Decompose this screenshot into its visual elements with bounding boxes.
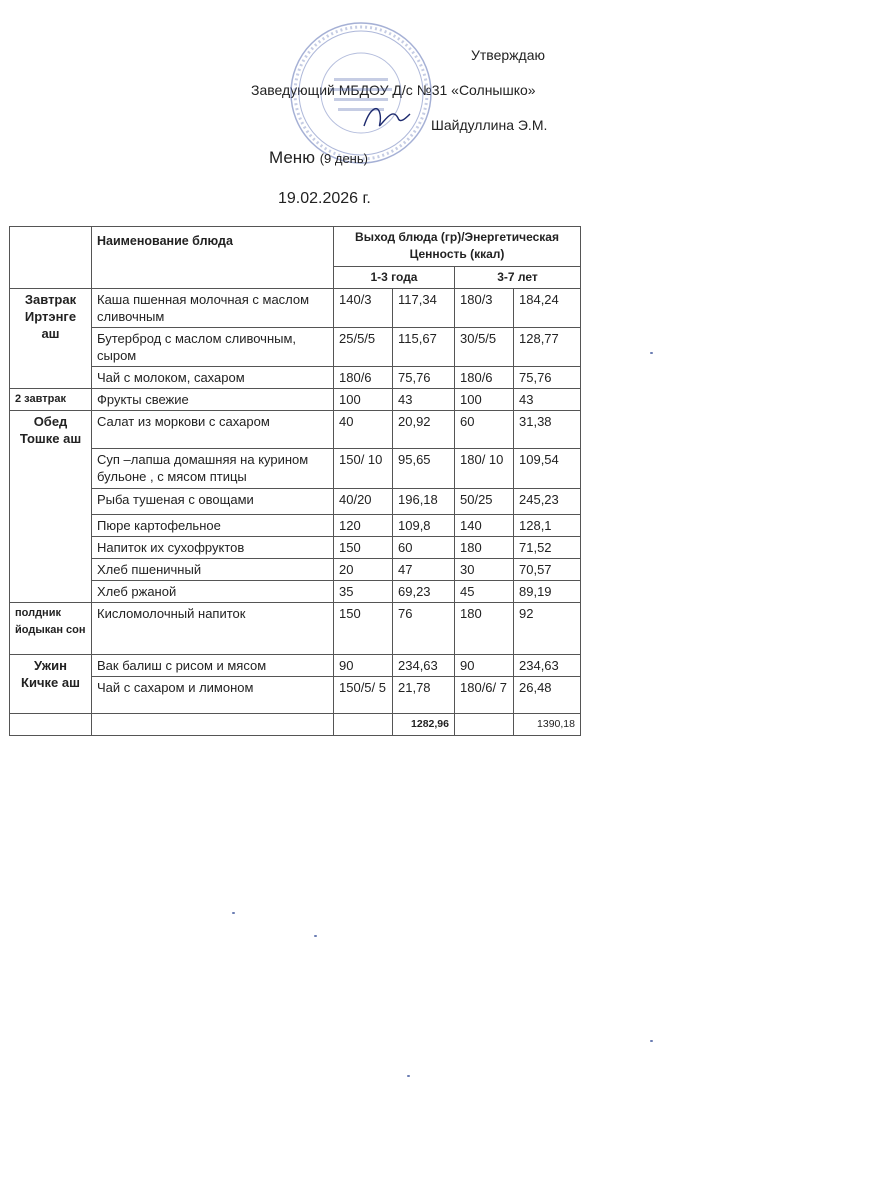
head-position: Заведующий МБДОУ Д/с №31 «Солнышко»	[251, 82, 536, 98]
scan-speck	[232, 912, 235, 914]
dish-name: Хлеб пшеничный	[92, 559, 334, 581]
dish-name: Пюре картофельное	[92, 515, 334, 537]
scan-speck	[314, 935, 317, 937]
kcal-3-7: 89,19	[514, 581, 581, 603]
table-row	[10, 559, 581, 581]
scan-speck	[650, 352, 653, 354]
weight-3-7: 30	[455, 559, 514, 581]
total-empty-4	[455, 714, 514, 736]
kcal-3-7: 70,57	[514, 559, 581, 581]
meal-name: 2 завтрак	[10, 389, 92, 411]
weight-3-7: 180	[455, 603, 514, 655]
table-row	[10, 449, 581, 489]
dish-name: Кисломолочный напиток	[92, 603, 334, 655]
menu-table-body	[10, 289, 581, 714]
kcal-1-3: 47	[393, 559, 455, 581]
weight-3-7: 50/25	[455, 489, 514, 515]
kcal-3-7: 128,77	[514, 328, 581, 367]
table-row	[10, 515, 581, 537]
kcal-1-3: 20,92	[393, 411, 455, 449]
table-row	[10, 389, 581, 411]
meal-name: полдник йодыкан сон	[10, 603, 92, 655]
weight-3-7: 180/ 10	[455, 449, 514, 489]
kcal-3-7: 109,54	[514, 449, 581, 489]
weight-1-3: 100	[334, 389, 393, 411]
dish-name: Напиток их сухофруктов	[92, 537, 334, 559]
weight-3-7: 180	[455, 537, 514, 559]
total-empty-1	[10, 714, 92, 736]
menu-table	[9, 226, 581, 736]
meal-header-cell	[10, 227, 92, 289]
weight-1-3: 40/20	[334, 489, 393, 515]
dish-name: Вак балиш с рисом и мясом	[92, 655, 334, 677]
kcal-1-3: 21,78	[393, 677, 455, 714]
kcal-1-3: 69,23	[393, 581, 455, 603]
kcal-1-3: 196,18	[393, 489, 455, 515]
dish-name: Фрукты свежие	[92, 389, 334, 411]
total-empty-2	[92, 714, 334, 736]
kcal-3-7: 245,23	[514, 489, 581, 515]
total-1-3: 1282,96	[393, 714, 455, 736]
weight-1-3: 150/ 10	[334, 449, 393, 489]
table-row	[10, 581, 581, 603]
weight-3-7: 180/6	[455, 367, 514, 389]
table-row	[10, 537, 581, 559]
table-row	[10, 328, 581, 367]
dish-name: Чай с молоком, сахаром	[92, 367, 334, 389]
kcal-3-7: 26,48	[514, 677, 581, 714]
dish-name: Каша пшенная молочная с маслом сливочным	[92, 289, 334, 328]
kcal-3-7: 43	[514, 389, 581, 411]
output-column-header: Выход блюда (гр)/Энергетическая Ценность (ккал)	[334, 227, 581, 267]
total-empty-3	[334, 714, 393, 736]
weight-3-7: 90	[455, 655, 514, 677]
table-row	[10, 289, 581, 328]
weight-3-7: 180/6/ 7	[455, 677, 514, 714]
menu-title	[269, 148, 368, 168]
head-name: Шайдуллина Э.М.	[431, 117, 548, 133]
weight-3-7: 140	[455, 515, 514, 537]
menu-label: Меню	[269, 148, 315, 167]
weight-1-3: 35	[334, 581, 393, 603]
dish-name: Суп –лапша домашняя на курином бульоне , с мясом птицы	[92, 449, 334, 489]
total-3-7: 1390,18	[514, 714, 581, 736]
total-row	[10, 714, 581, 736]
kcal-3-7: 92	[514, 603, 581, 655]
dish-column-header: Наименование блюда	[92, 227, 334, 289]
dish-name: Салат из моркови с сахаром	[92, 411, 334, 449]
kcal-3-7: 234,63	[514, 655, 581, 677]
kcal-1-3: 234,63	[393, 655, 455, 677]
weight-1-3: 90	[334, 655, 393, 677]
weight-3-7: 180/3	[455, 289, 514, 328]
kcal-1-3: 60	[393, 537, 455, 559]
age-3-7-header: 3-7 лет	[455, 267, 581, 289]
weight-1-3: 180/6	[334, 367, 393, 389]
scan-speck	[650, 1040, 653, 1042]
weight-1-3: 150	[334, 603, 393, 655]
weight-1-3: 20	[334, 559, 393, 581]
kcal-1-3: 43	[393, 389, 455, 411]
meal-name: Обед Тошке аш	[10, 411, 92, 603]
dish-name: Бутерброд с маслом сливочным, сыром	[92, 328, 334, 367]
weight-1-3: 140/3	[334, 289, 393, 328]
table-row	[10, 603, 581, 655]
scan-speck	[407, 1075, 410, 1077]
kcal-1-3: 76	[393, 603, 455, 655]
dish-name: Хлеб ржаной	[92, 581, 334, 603]
table-row	[10, 655, 581, 677]
weight-1-3: 40	[334, 411, 393, 449]
kcal-3-7: 31,38	[514, 411, 581, 449]
menu-day: (9 день)	[319, 151, 368, 166]
weight-1-3: 25/5/5	[334, 328, 393, 367]
weight-1-3: 150	[334, 537, 393, 559]
kcal-3-7: 71,52	[514, 537, 581, 559]
kcal-3-7: 184,24	[514, 289, 581, 328]
kcal-1-3: 75,76	[393, 367, 455, 389]
kcal-1-3: 109,8	[393, 515, 455, 537]
kcal-1-3: 95,65	[393, 449, 455, 489]
age-1-3-header: 1-3 года	[334, 267, 455, 289]
weight-3-7: 60	[455, 411, 514, 449]
dish-name: Чай с сахаром и лимоном	[92, 677, 334, 714]
stamp-seal	[286, 18, 436, 168]
table-row	[10, 367, 581, 389]
table-row	[10, 411, 581, 449]
approval-label: Утверждаю	[471, 47, 545, 63]
weight-1-3: 150/5/ 5	[334, 677, 393, 714]
weight-3-7: 100	[455, 389, 514, 411]
dish-name: Рыба тушеная с овощами	[92, 489, 334, 515]
weight-3-7: 30/5/5	[455, 328, 514, 367]
table-row	[10, 489, 581, 515]
table-row	[10, 677, 581, 714]
meal-name: Ужин Кичке аш	[10, 655, 92, 714]
meal-name: Завтрак Иртэнге аш	[10, 289, 92, 389]
kcal-1-3: 115,67	[393, 328, 455, 367]
kcal-1-3: 117,34	[393, 289, 455, 328]
weight-3-7: 45	[455, 581, 514, 603]
kcal-3-7: 75,76	[514, 367, 581, 389]
menu-date: 19.02.2026 г.	[278, 190, 371, 207]
weight-1-3: 120	[334, 515, 393, 537]
kcal-3-7: 128,1	[514, 515, 581, 537]
